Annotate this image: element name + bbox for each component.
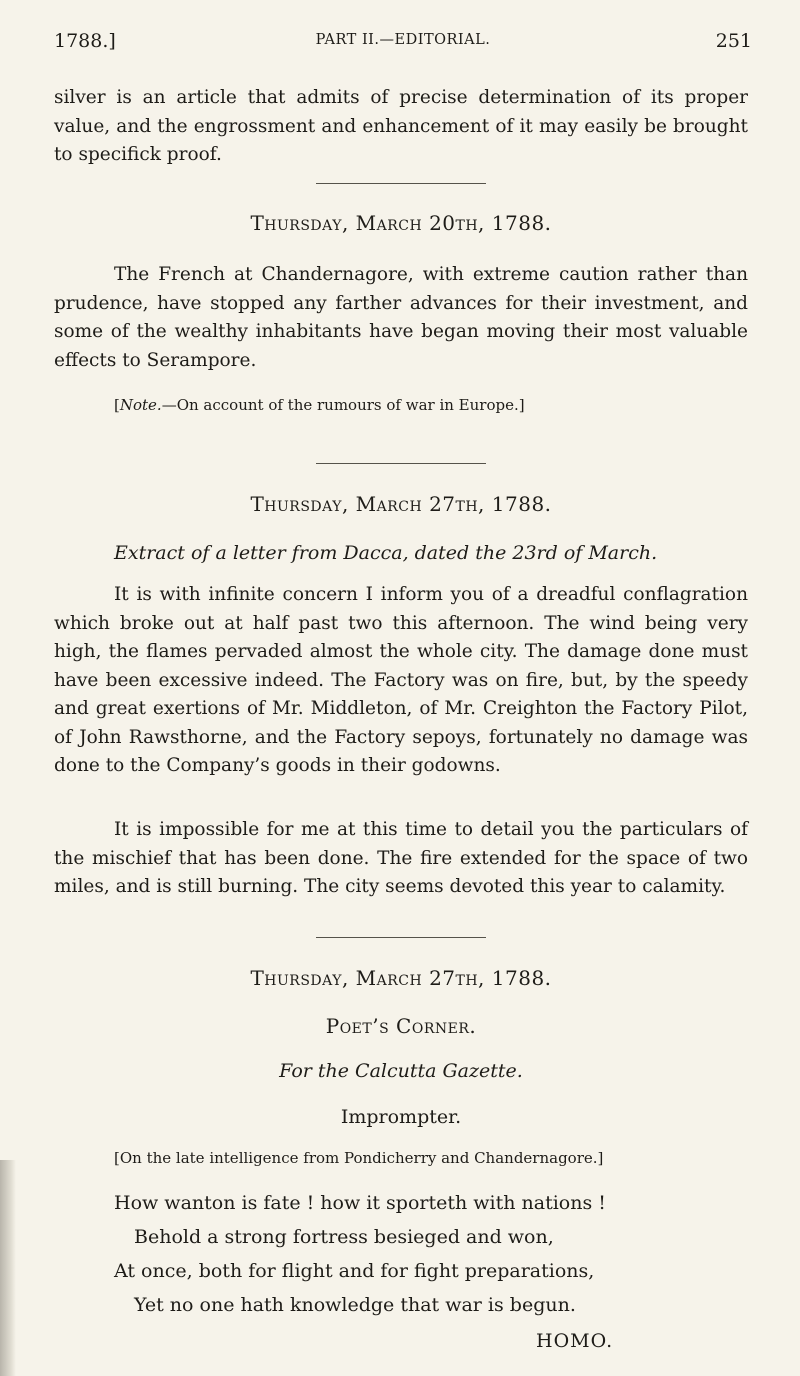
- verse-line: Behold a strong fortress besieged and won,: [134, 1226, 554, 1248]
- intro-paragraph: silver is an article that admits of precise determination of its proper value, and the engrossment and enhancement of it may easily be brought to specifick proof.: [54, 87, 748, 165]
- running-header: [54, 24, 752, 60]
- entry1-paragraph: The French at Chandernagore, with extreme caution rather than prudence, have stopped any farther advances for their investment, and some of the wealthy inhabitants have began moving their most valuable effects to Serampore.: [54, 264, 748, 371]
- verse-line: How wanton is fate ! how it sporteth with nations !: [114, 1192, 606, 1214]
- verse-line: Yet no one hath knowledge that war is begun.: [134, 1294, 576, 1316]
- entry2-paragraph-2: It is impossible for me at this time to detail you the particulars of the mischief that has been done. The fire extended for the space of two miles, and is still burning. The city seems devoted this year to calamity.: [54, 819, 748, 897]
- letter-subtitle: Extract of a letter from Dacca, dated the 23rd of March.: [114, 542, 658, 564]
- dateline-march-20: Thursday, March 20th, 1788.: [250, 211, 552, 235]
- note-text: —On account of the rumours of war in Europe.]: [161, 396, 525, 414]
- dateline-march-27-poem: Thursday, March 27th, 1788.: [250, 966, 552, 990]
- page-edge-shadow: [0, 1160, 16, 1376]
- entry2-paragraph-1: It is with infinite concern I inform you of a dreadful conflagration which broke out at half past two this afternoon. The wind being very high, the flames pervaded almost the whole city. The damage done must have been excessive indeed. The Factory was on fire, but, by the speedy and great exertions of Mr. Middleton, of Mr. Creighton the Factory Pilot, of John Rawsthorne, and the Factory sepoys, fortunately no damage was done to the Company’s goods in their godowns.: [54, 584, 748, 776]
- section-divider: [316, 463, 486, 464]
- verse-line: At once, both for flight and for fight preparations,: [114, 1260, 595, 1282]
- signature: HOMO.: [536, 1330, 614, 1352]
- poem-bracket-note: [On the late intelligence from Pondicherry and Chandernagore.]: [114, 1149, 604, 1167]
- page-number: 251: [715, 30, 752, 52]
- editor-note: [Note.—On account of the rumours of war in Europe.]: [114, 396, 525, 414]
- gazette-subheading: For the Calcutta Gazette.: [279, 1060, 523, 1082]
- poem-title: Imprompter.: [340, 1106, 462, 1128]
- section-divider: [316, 937, 486, 938]
- header-section: PART II.—EDITORIAL.: [315, 32, 491, 48]
- header-year: 1788.]: [54, 30, 116, 52]
- poets-corner-heading: Poet’s Corner.: [325, 1014, 477, 1038]
- section-divider: [316, 183, 486, 184]
- note-label: Note.: [119, 396, 162, 414]
- dateline-march-27: Thursday, March 27th, 1788.: [250, 492, 552, 516]
